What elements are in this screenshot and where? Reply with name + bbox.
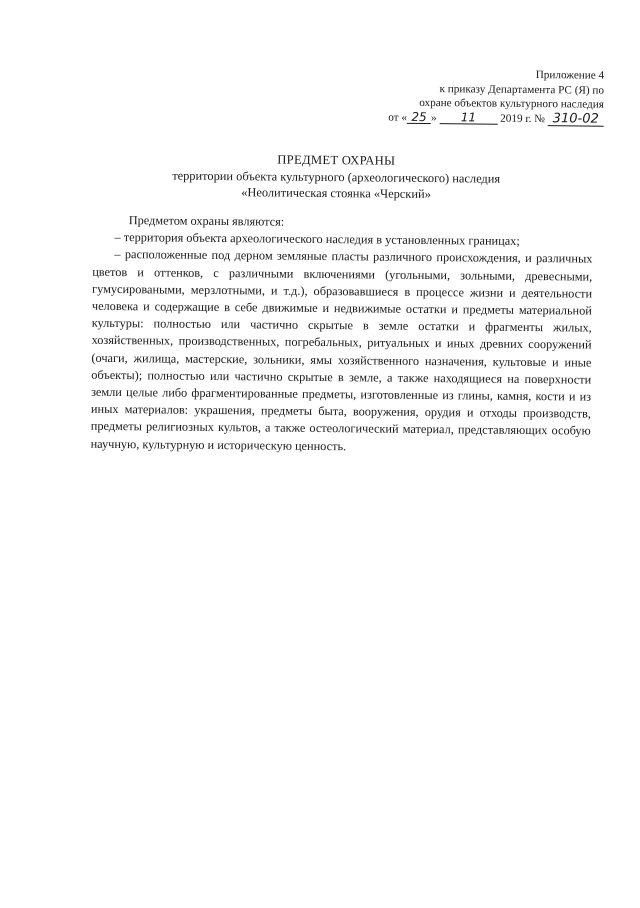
body-item-layers: – расположенные под дерном земляные пласты различного происхождения, и различных цветов и оттенков, с различными включениями (угольными, зольными, древесными, гумусироваными, мерзлотными, и т.д.), образовавшиеся в процессе жизни и деятельности человека и содержащие в себе движимые и недвижимые остатки и предметы материальной культуры: полностью или частично скрытые в земле остатки и фрагменты жилых, хозяйственных, производственных, погребальных, ритуальных и иных древних сооружений (очаги, жилища, мастерские, зольники, ямы хозяйственного назначения, культовые и иные объекты); полностью или частично скрытые в земле, а также находящиеся на поверхности земли целые либо фрагментированные предметы, изготовленные из глины, камня, кости и из иных материалов: украшения, предметы быта, вооружения, орудия и отходы производств, предметы религиозных культов, а также остеологический материал, представляющих особую научную, культурную и историческую ценность. (90, 247, 593, 453)
title-subtitle: территории объекта культурного (археологического) наследия (172, 168, 501, 186)
body-intro: Предметом охраны являются: (128, 213, 285, 229)
date-mid: » (430, 111, 437, 124)
handwritten-day: 25 (407, 110, 431, 123)
handwritten-month: 11 (439, 111, 497, 125)
body-item-territory: – территория объекта археологического наследия в установленных границах; (114, 230, 520, 249)
handwritten-order-number: 310-02 (548, 113, 604, 127)
date-year: 2019 г. № (500, 112, 546, 125)
order-reference: к приказу Департамента РС (Я) по (439, 82, 605, 97)
document-body (91, 212, 593, 458)
department-name: охране объектов культурного наследия (419, 96, 604, 111)
date-prefix: от « (388, 111, 408, 124)
appendix-header (374, 67, 605, 127)
title-heading: ПРЕДМЕТ ОХРАНЫ (277, 152, 396, 168)
document-title (121, 150, 551, 204)
order-date-line (374, 110, 604, 127)
appendix-label: Приложение 4 (535, 69, 605, 82)
object-name: «Неолитическая стоянка «Черский» (241, 185, 431, 202)
